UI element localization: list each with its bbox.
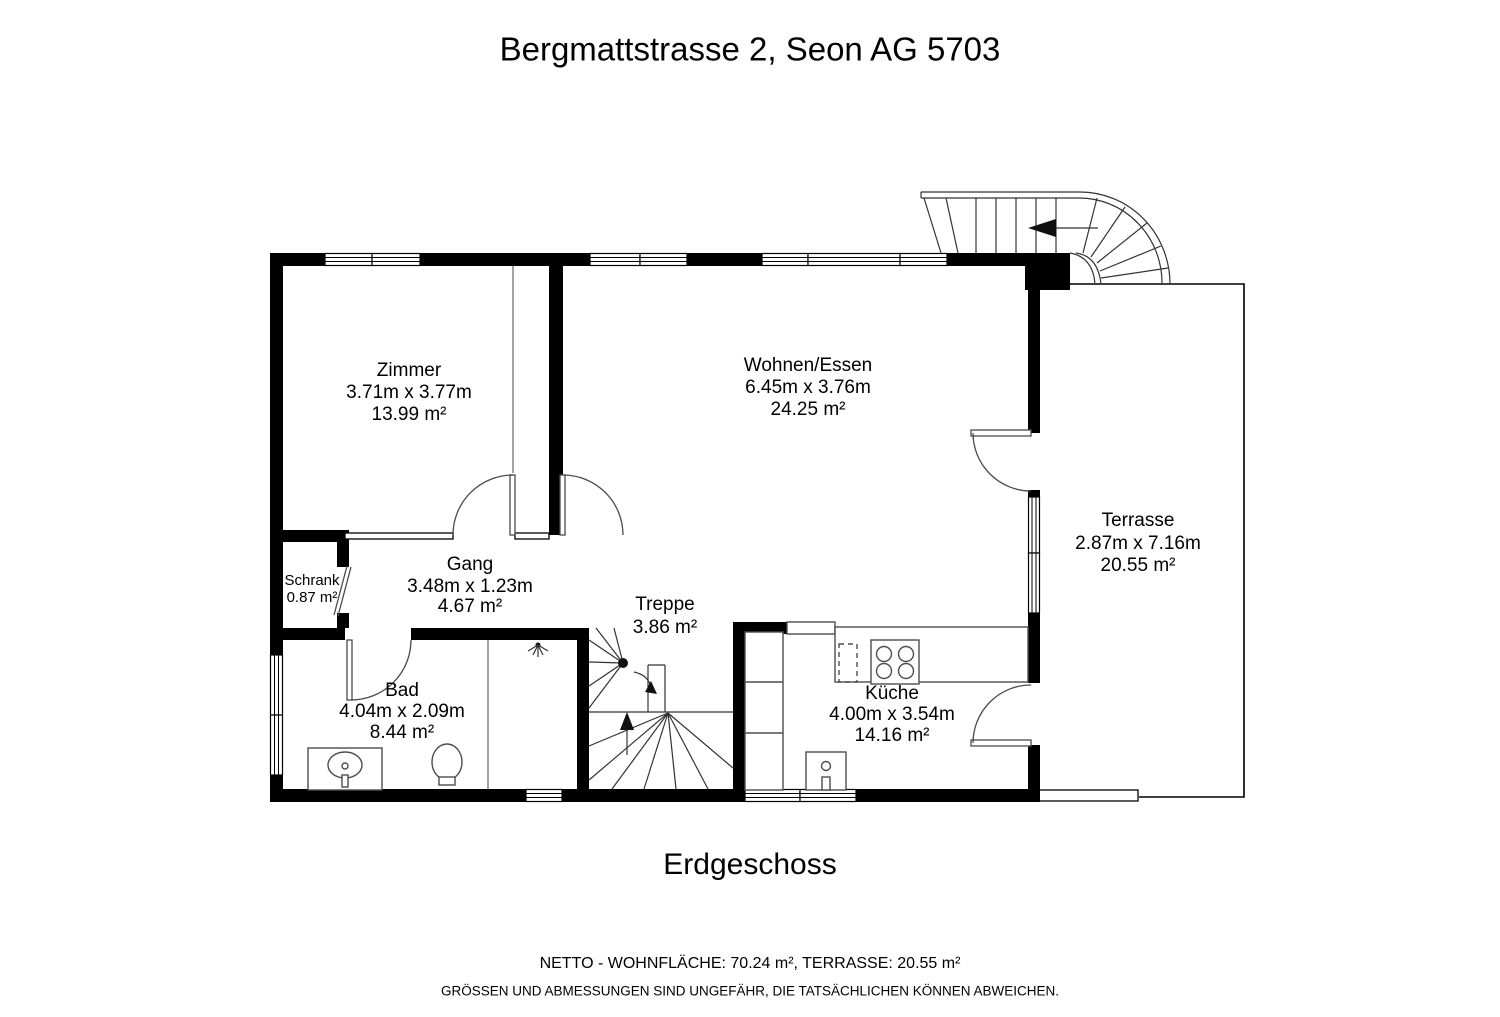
room-dimensions: 3.48m x 1.23m	[407, 576, 533, 598]
room-name: Gang	[446, 554, 494, 576]
window	[800, 790, 856, 802]
room-name: Küche	[865, 683, 919, 705]
room-dimensions: 6.45m x 3.76m	[745, 377, 871, 399]
spiral-tread	[924, 198, 941, 253]
room-label-kueche	[829, 683, 955, 746]
room-label-gang	[407, 554, 533, 617]
kitchen-counter	[835, 627, 1028, 682]
room-area: 24.25 m²	[770, 399, 846, 421]
room-area: 0.87 m²	[286, 588, 338, 606]
window	[1029, 553, 1040, 613]
door-jamb-strip	[515, 533, 549, 539]
spiral-tread	[946, 198, 958, 253]
room-label-zimmer	[346, 360, 472, 425]
door-leaf	[510, 475, 515, 535]
wall-segment	[270, 789, 526, 802]
spiral-tread	[1100, 246, 1161, 271]
stair-tread	[589, 663, 623, 708]
stove-icon	[871, 640, 919, 684]
room-label-treppe	[633, 594, 697, 638]
window	[808, 254, 900, 266]
window	[372, 254, 420, 266]
spiral-newel-curve	[1070, 253, 1095, 284]
treppe-left-wall	[577, 628, 589, 790]
room-dimensions: 3.71m x 3.77m	[346, 382, 472, 404]
bad-top-wall	[411, 628, 589, 640]
schrank-top-wall	[270, 530, 349, 542]
schrank-jamb	[337, 542, 349, 567]
room-name: Treppe	[635, 594, 695, 616]
wall-segment	[687, 253, 762, 266]
stair-tread	[668, 713, 676, 789]
wall-segment	[270, 253, 283, 655]
room-dimensions: 2.87m x 7.16m	[1075, 533, 1201, 555]
room-dimensions: 4.00m x 3.54m	[829, 704, 955, 726]
room-name: Wohnen/Essen	[743, 355, 873, 377]
terrace-step	[1036, 790, 1138, 801]
window	[590, 254, 640, 266]
door-leaf	[560, 475, 565, 535]
room-area: 14.16 m²	[854, 725, 930, 747]
toilet-icon	[432, 744, 462, 785]
bad-top-wall	[270, 628, 345, 640]
kitchen-sink-icon	[806, 752, 846, 790]
floor-label: Erdgeschoss	[663, 847, 837, 881]
door-leaf	[971, 430, 1031, 436]
spiral-tread	[1083, 198, 1097, 253]
door-arc	[973, 433, 1031, 491]
room-name: Terrasse	[1101, 510, 1175, 532]
room-dimensions: 4.04m x 2.09m	[339, 701, 465, 723]
stair-up-arrow-icon	[620, 712, 634, 730]
room-area: 3.86 m²	[632, 617, 698, 639]
window	[325, 254, 372, 266]
door-arc	[453, 475, 513, 535]
room-label-schrank	[284, 572, 340, 606]
stair-tread	[589, 662, 623, 663]
room-label-bad	[339, 680, 465, 743]
spiral-tread	[1091, 207, 1125, 257]
room-area: 20.55 m²	[1100, 555, 1176, 577]
lamp-icon	[528, 643, 548, 658]
window	[900, 254, 947, 266]
stair-tread	[668, 713, 708, 789]
room-name: Schrank	[284, 571, 340, 589]
stair-newel-post	[618, 658, 628, 668]
wall-segment	[562, 789, 745, 802]
window	[745, 790, 800, 802]
door-leaf	[347, 640, 352, 700]
room-name: Bad	[385, 680, 419, 702]
treppe-right-wall	[733, 622, 745, 790]
window	[762, 254, 808, 266]
wall-segment	[1028, 613, 1040, 683]
window	[271, 655, 283, 715]
stair-tread	[589, 663, 623, 686]
room-label-terrasse	[1075, 510, 1201, 576]
wall-segment	[1028, 745, 1040, 802]
door-arc	[973, 685, 1031, 743]
window	[1029, 497, 1040, 553]
window	[640, 254, 687, 266]
wall-segment	[1028, 266, 1040, 433]
wall-segment	[420, 253, 590, 266]
stair-tread	[644, 713, 668, 789]
spiral-newel-curve	[1076, 253, 1101, 284]
window	[271, 715, 283, 775]
room-label-wohnen	[744, 355, 873, 420]
spiral-tread	[1101, 268, 1168, 278]
door-arc	[563, 475, 623, 535]
spiral-direction-arrow-icon	[1028, 219, 1056, 237]
door-leaf	[971, 740, 1031, 746]
room-name: Zimmer	[376, 360, 442, 382]
counter-connector	[787, 622, 835, 634]
spiral-tread	[1097, 223, 1147, 263]
kitchen-side-counter	[745, 632, 783, 790]
vanity-sink-icon	[308, 748, 382, 790]
gang-zimmer-wall	[345, 533, 453, 539]
footer-summary: NETTO - WOHNFLÄCHE: 70.24 m², TERRASSE: 20.55 m²	[539, 955, 961, 973]
room-area: 13.99 m²	[371, 404, 447, 426]
window	[526, 790, 562, 802]
page-title: Bergmattstrasse 2, Seon AG 5703	[499, 30, 1001, 68]
wall-segment	[856, 789, 1040, 802]
room-area: 4.67 m²	[437, 596, 503, 618]
footer-disclaimer: GRÖSSEN UND ABMESSUNGEN SIND UNGEFÄHR, DIE TATSÄCHLICHEN KÖNNEN ABWEICHEN.	[440, 983, 1060, 999]
stair-curved-arrow-icon	[645, 681, 657, 694]
inner-staircase	[589, 628, 733, 789]
room-area: 8.44 m²	[369, 722, 435, 744]
stair-tread	[668, 713, 733, 768]
